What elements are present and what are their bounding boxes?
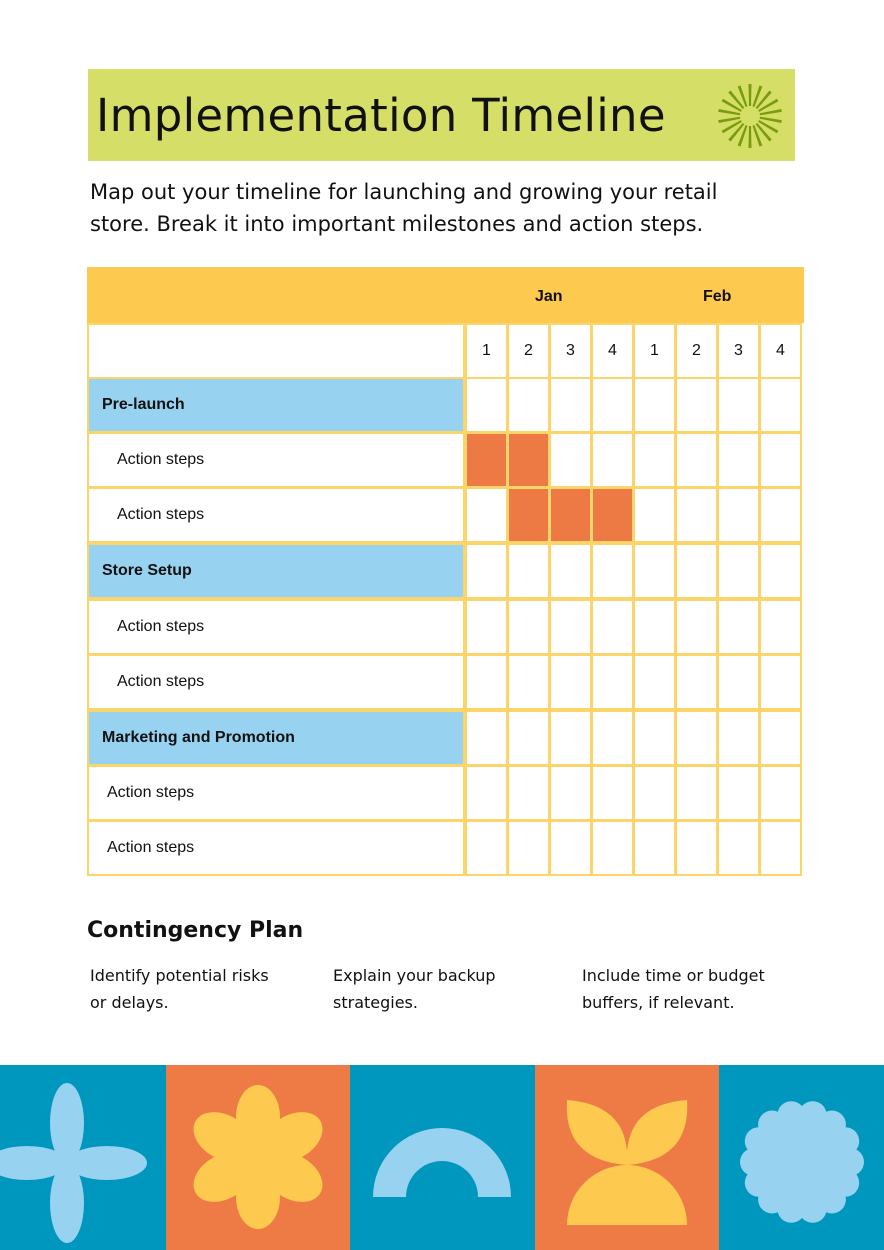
timeline-bar-cell (591, 487, 634, 543)
contingency-title: Contingency Plan (87, 918, 304, 943)
timeline-cell (717, 377, 760, 433)
timeline-bar-cell (507, 432, 550, 488)
timeline-cell (591, 543, 634, 599)
week-number: 3 (734, 342, 743, 359)
timeline-cell (675, 710, 718, 766)
timeline-cell (591, 599, 634, 655)
timeline-cell (465, 765, 508, 821)
timeline-cell (507, 543, 550, 599)
timeline-cell (507, 765, 550, 821)
sprout-icon (535, 1065, 719, 1250)
timeline-cell (591, 432, 634, 488)
week-number: 4 (608, 342, 617, 359)
timeline-cell (675, 654, 718, 710)
timeline-cell (507, 599, 550, 655)
row-label-text: Action steps (107, 784, 195, 801)
timeline-cell (675, 820, 718, 876)
decorative-footer (0, 1065, 884, 1250)
timeline-cell (633, 654, 676, 710)
week-header-cell (507, 323, 550, 379)
action-step-label (87, 487, 465, 543)
timeline-cell (633, 599, 676, 655)
week-number: 1 (650, 342, 659, 359)
risks-line-2: or delays. (90, 993, 169, 1012)
timeline-cell (633, 820, 676, 876)
sun-icon (714, 80, 786, 152)
intro-line-1: Map out your timeline for launching and growing your retail (90, 180, 718, 204)
timeline-cell (465, 543, 508, 599)
timeline-cell (549, 820, 592, 876)
buffers-line-1: Include time or budget (582, 966, 765, 985)
week-header-cell (675, 323, 718, 379)
timeline-cell (633, 710, 676, 766)
timeline-cell (549, 654, 592, 710)
timeline-cell (549, 599, 592, 655)
timeline-cell (759, 765, 802, 821)
week-header-cell (717, 323, 760, 379)
daisy-flower-icon (166, 1065, 350, 1250)
timeline-cell (675, 377, 718, 433)
scalloped-circle-icon (719, 1065, 884, 1250)
intro-text (90, 176, 810, 240)
phase-row-label (87, 543, 465, 599)
phase-row-label (87, 710, 465, 766)
row-label-text: Action steps (117, 451, 205, 468)
timeline-cell (759, 377, 802, 433)
timeline-cell (549, 543, 592, 599)
timeline-cell (717, 765, 760, 821)
timeline-bar-cell (465, 432, 508, 488)
week-number: 2 (524, 342, 533, 359)
timeline-cell (633, 432, 676, 488)
action-step-label (87, 654, 465, 710)
timeline-cell (549, 765, 592, 821)
row-label-text: Pre-launch (102, 396, 185, 413)
four-petal-flower-icon (0, 1065, 166, 1250)
timeline-cell (549, 432, 592, 488)
week-header-cell (759, 323, 802, 379)
risks-line-1: Identify potential risks (90, 966, 269, 985)
timeline-cell (717, 654, 760, 710)
timeline-cell (717, 599, 760, 655)
arch-icon (350, 1065, 535, 1250)
timeline-cell (675, 487, 718, 543)
timeline-cell (507, 820, 550, 876)
week-header-cell (549, 323, 592, 379)
timeline-cell (675, 599, 718, 655)
timeline-cell (633, 543, 676, 599)
contingency-risks (90, 962, 310, 1016)
timeline-bar-cell (549, 487, 592, 543)
action-step-label (87, 765, 465, 821)
month-jan: Jan (535, 288, 563, 305)
timeline-cell (759, 543, 802, 599)
action-step-label (87, 599, 465, 655)
timeline-cell (507, 654, 550, 710)
backup-line-2: strategies. (333, 993, 418, 1012)
timeline-cell (465, 710, 508, 766)
timeline-cell (717, 487, 760, 543)
timeline-cell (675, 765, 718, 821)
timeline-cell (465, 377, 508, 433)
timeline-cell (591, 654, 634, 710)
timeline-cell (759, 432, 802, 488)
timeline-cell (633, 487, 676, 543)
buffers-line-2: buffers, if relevant. (582, 993, 735, 1012)
timeline-cell (465, 654, 508, 710)
row-label-text: Action steps (117, 506, 205, 523)
week-number: 1 (482, 342, 491, 359)
week-header-cell (465, 323, 508, 379)
contingency-buffers (582, 962, 802, 1016)
action-step-label (87, 820, 465, 876)
row-label-text: Action steps (107, 839, 195, 856)
contingency-backup (333, 962, 553, 1016)
row-label-text: Store Setup (102, 562, 192, 579)
timeline-cell (759, 487, 802, 543)
timeline-cell (759, 820, 802, 876)
timeline-cell (675, 543, 718, 599)
month-header-row (87, 267, 804, 323)
timeline-cell (759, 599, 802, 655)
month-feb: Feb (703, 288, 732, 305)
timeline-cell (633, 377, 676, 433)
week-header-cell (591, 323, 634, 379)
week-number: 3 (566, 342, 575, 359)
timeline-cell (759, 654, 802, 710)
timeline-cell (675, 432, 718, 488)
timeline-cell (591, 377, 634, 433)
timeline-cell (717, 543, 760, 599)
timeline-cell (549, 710, 592, 766)
timeline-cell (465, 599, 508, 655)
timeline-cell (591, 820, 634, 876)
timeline-bar-cell (507, 487, 550, 543)
week-number: 2 (692, 342, 701, 359)
week-header-cell (633, 323, 676, 379)
backup-line-1: Explain your backup (333, 966, 496, 985)
phase-row-label (87, 377, 465, 433)
timeline-cell (717, 820, 760, 876)
intro-line-2: store. Break it into important milestones and action steps. (90, 212, 704, 236)
action-step-label (87, 432, 465, 488)
timeline-cell (717, 710, 760, 766)
timeline-cell (465, 487, 508, 543)
timeline-cell (507, 377, 550, 433)
row-label-text: Action steps (117, 673, 205, 690)
timeline-cell (507, 710, 550, 766)
page-title: Implementation Timeline (96, 89, 666, 142)
timeline-cell (717, 432, 760, 488)
timeline-cell (465, 820, 508, 876)
row-label-text: Action steps (117, 618, 205, 635)
timeline-cell (759, 710, 802, 766)
week-number: 4 (776, 342, 785, 359)
row-label-text: Marketing and Promotion (102, 729, 295, 746)
timeline-cell (591, 710, 634, 766)
timeline-cell (549, 377, 592, 433)
timeline-cell (633, 765, 676, 821)
week-header-label-cell (87, 323, 465, 379)
timeline-cell (591, 765, 634, 821)
